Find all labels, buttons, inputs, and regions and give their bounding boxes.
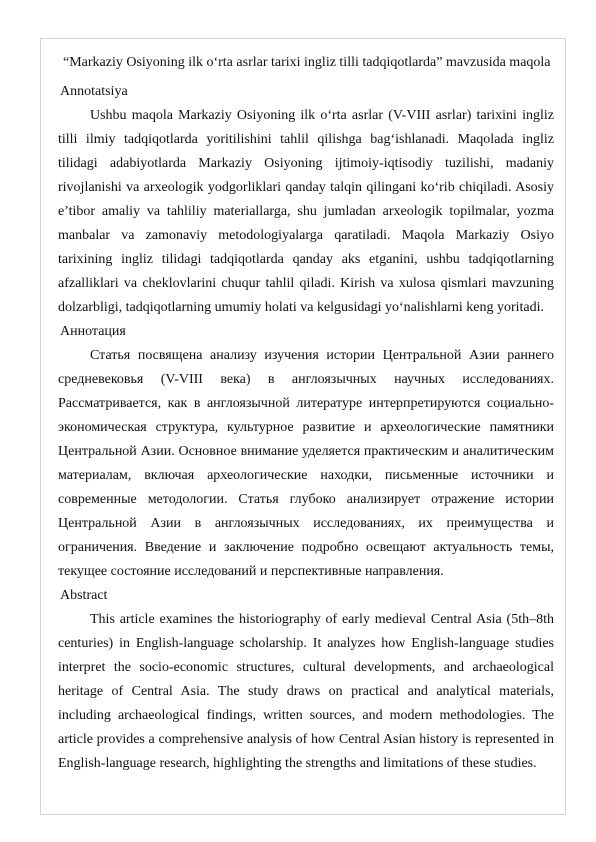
section-heading-ru: Аннотация	[60, 324, 126, 339]
article-title: “Markaziy Osiyoning ilk o‘rta asrlar tarixi ingliz tilli tadqiqotlarda” mavzusida maqola	[63, 55, 551, 70]
section-heading-uz: Annotatsiya	[60, 84, 128, 99]
section-heading-en: Abstract	[60, 588, 108, 603]
section-text-ru: Статья посвящена анализу изучения истории Центральной Азии раннего средневековья (V-VIII века) в англоязычных научных исследованиях. Рассматривается, как в англоязычной литературе интерпретируются социально-экономическая структура, культурное развитие и археологические памятники Центральной Азии. Основное внимание уделяется практическим и аналитическим материалам, включая археологические находки, письменные источники и современные методологии. Статья глубоко анализирует отражение истории Центральной Азии в англоязычных исследованиях, их преимущества и ограничения. Введение и заключение подробно освещают актуальность темы, текущее состояние исследований и перспективные направления.	[58, 348, 554, 579]
section-text-uz: Ushbu maqola Markaziy Osiyoning ilk o‘rta asrlar (V-VIII asrlar) tarixini ingliz tilli ilmiy tadqiqotlarda yoritilishini tahlil qilishga bag‘ishlanadi. Maqolada ingliz tilidagi adabiyotlarda Markaziy Osiyoning ijtimoiy-iqtisodiy tuzilishi, madaniy rivojlanishi va arxeologik yodgorliklari qanday talqin qilingani ko‘rib chiqiladi. Asosiy e’tibor amaliy va tahliliy materiallarga, shu jumladan arxeologik topilmalar, yozma manbalar va zamonaviy metodologiyalarga qaratiladi. Maqola Markaziy Osiyo tarixining ingliz tilidagi tadqiqotlarda qanday aks etganini, ushbu tadqiqotlarning afzalliklari va cheklovlarini chuqur tahlil qiladi. Kirish va xulosa qismlari mavzuning dolzarbligi, tadqiqotlarning umumiy holati va kelgusidagi yo‘nalishlarni keng yoritadi.	[58, 108, 554, 315]
section-text-en: This article examines the historiography of early medieval Central Asia (5th–8th centuries) in English-language scholarship. It analyzes how English-language studies interpret the socio-economic structures, cultural developments, and archaeological heritage of Central Asia. The study draws on practical and analytical materials, including archaeological findings, written sources, and modern methodologies. The article provides a comprehensive analysis of how Central Asian history is represented in English-language research, highlighting the strengths and limitations of these studies.	[58, 612, 554, 771]
document-body	[58, 52, 554, 776]
